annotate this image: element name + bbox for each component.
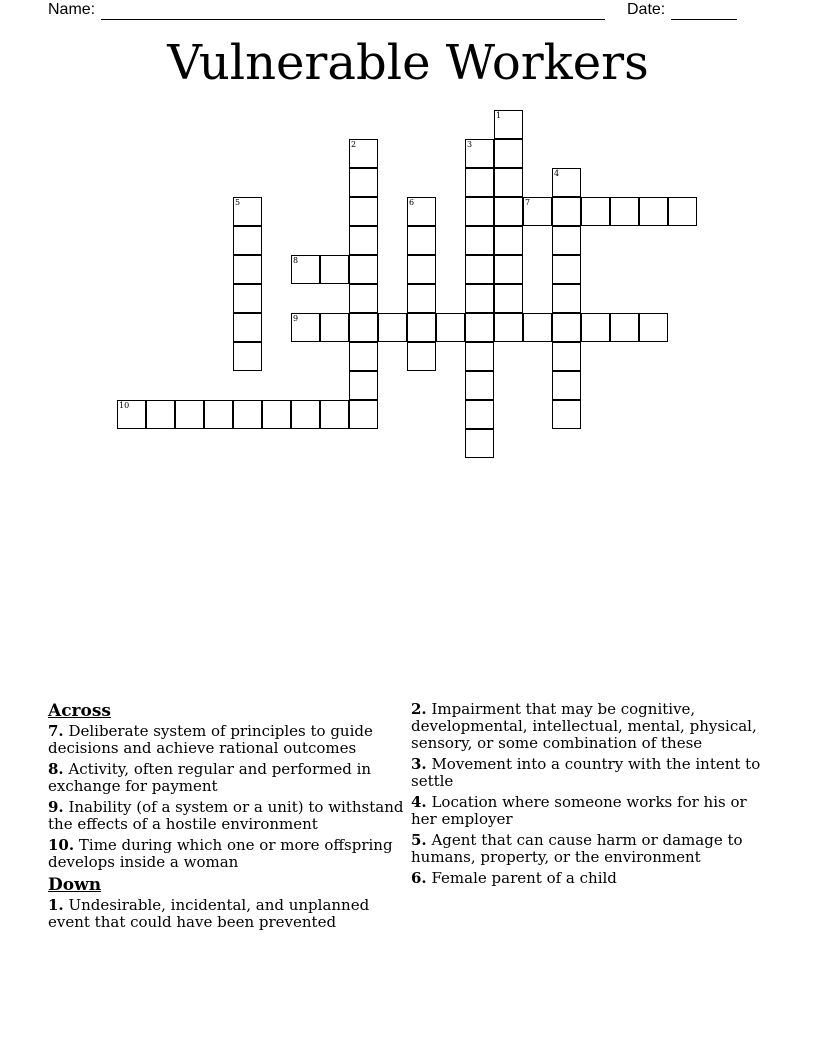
crossword-cell[interactable] xyxy=(552,226,581,255)
crossword-cell[interactable] xyxy=(465,371,494,400)
crossword-cell[interactable] xyxy=(117,400,146,429)
crossword-cell[interactable] xyxy=(552,168,581,197)
crossword-grid xyxy=(0,0,816,470)
crossword-cell[interactable] xyxy=(407,313,436,342)
crossword-cell[interactable] xyxy=(552,255,581,284)
crossword-cell[interactable] xyxy=(407,255,436,284)
clue-text: Activity, often regular and performed in exchange for payment xyxy=(48,760,372,795)
cell-number: 2 xyxy=(351,140,357,149)
crossword-cell[interactable] xyxy=(233,197,262,226)
name-label: Name: xyxy=(48,1,96,18)
cell-number: 3 xyxy=(467,140,473,149)
crossword-cell[interactable] xyxy=(233,400,262,429)
crossword-cell[interactable] xyxy=(552,197,581,226)
cell-number: 9 xyxy=(293,314,299,323)
clue-text: Impairment that may be cognitive, developmental, intellectual, mental, physical, sensory, or some combination of these xyxy=(411,700,757,752)
crossword-cell[interactable] xyxy=(494,139,523,168)
clue-text: Agent that can cause harm or damage to humans, property, or the environment xyxy=(411,831,743,866)
crossword-cell[interactable] xyxy=(465,313,494,342)
crossword-cell[interactable] xyxy=(610,313,639,342)
crossword-cell[interactable] xyxy=(320,400,349,429)
crossword-cell[interactable] xyxy=(320,255,349,284)
crossword-cell[interactable] xyxy=(349,255,378,284)
crossword-cell[interactable] xyxy=(349,226,378,255)
crossword-cell[interactable] xyxy=(349,313,378,342)
crossword-cell[interactable] xyxy=(233,284,262,313)
crossword-cell[interactable] xyxy=(494,284,523,313)
cell-number: 7 xyxy=(525,198,531,207)
down-heading: Down xyxy=(48,875,102,895)
clue-number: 2. xyxy=(411,700,427,718)
crossword-cell[interactable] xyxy=(465,284,494,313)
crossword-cell[interactable] xyxy=(378,313,407,342)
clue-across-9 xyxy=(48,799,404,833)
crossword-cell[interactable] xyxy=(407,226,436,255)
clue-down-6 xyxy=(411,870,771,887)
crossword-cell[interactable] xyxy=(320,313,349,342)
clue-number: 3. xyxy=(411,755,427,773)
crossword-cell[interactable] xyxy=(349,371,378,400)
crossword-cell[interactable] xyxy=(465,342,494,371)
cell-number: 6 xyxy=(409,198,415,207)
crossword-cell[interactable] xyxy=(610,197,639,226)
cell-number: 1 xyxy=(496,111,502,120)
crossword-cell[interactable] xyxy=(349,342,378,371)
cell-number: 4 xyxy=(554,169,560,178)
clue-number: 8. xyxy=(48,760,64,778)
crossword-cell[interactable] xyxy=(523,313,552,342)
crossword-cell[interactable] xyxy=(262,400,291,429)
crossword-cell[interactable] xyxy=(436,313,465,342)
clue-down-2 xyxy=(411,701,771,752)
crossword-cell[interactable] xyxy=(233,226,262,255)
crossword-cell[interactable] xyxy=(581,197,610,226)
crossword-cell[interactable] xyxy=(407,284,436,313)
cell-number: 5 xyxy=(235,198,241,207)
clue-number: 6. xyxy=(411,869,427,887)
crossword-cell[interactable] xyxy=(233,313,262,342)
crossword-cell[interactable] xyxy=(494,255,523,284)
clue-text: Time during which one or more offspring develops inside a woman xyxy=(48,836,393,871)
clue-text: Location where someone works for his or her employer xyxy=(411,793,747,828)
crossword-cell[interactable] xyxy=(175,400,204,429)
crossword-cell[interactable] xyxy=(349,284,378,313)
crossword-cell[interactable] xyxy=(465,197,494,226)
crossword-cell[interactable] xyxy=(349,139,378,168)
clue-across-8 xyxy=(48,761,404,795)
clue-text: Undesirable, incidental, and unplanned event that could have been prevented xyxy=(48,896,370,931)
crossword-cell[interactable] xyxy=(233,342,262,371)
crossword-cell[interactable] xyxy=(407,342,436,371)
crossword-cell[interactable] xyxy=(494,110,523,139)
clue-down-1 xyxy=(48,897,404,931)
crossword-cell[interactable] xyxy=(349,197,378,226)
crossword-cell[interactable] xyxy=(552,342,581,371)
crossword-cell[interactable] xyxy=(552,371,581,400)
crossword-cell[interactable] xyxy=(465,400,494,429)
crossword-cell[interactable] xyxy=(407,197,436,226)
clue-across-10 xyxy=(48,837,404,871)
crossword-cell[interactable] xyxy=(668,197,697,226)
clue-text: Movement into a country with the intent to settle xyxy=(411,755,761,790)
clue-down-5 xyxy=(411,832,771,866)
crossword-cell[interactable] xyxy=(291,255,320,284)
clue-across-7 xyxy=(48,723,404,757)
crossword-cell[interactable] xyxy=(291,400,320,429)
crossword-cell[interactable] xyxy=(204,400,233,429)
cell-number: 8 xyxy=(293,256,299,265)
clue-number: 5. xyxy=(411,831,427,849)
clue-number: 1. xyxy=(48,896,64,914)
crossword-cell[interactable] xyxy=(552,400,581,429)
crossword-cell[interactable] xyxy=(639,313,668,342)
clues-right-column xyxy=(411,701,771,891)
cell-number: 10 xyxy=(119,401,130,410)
page-title: Vulnerable Workers xyxy=(167,35,649,91)
crossword-cell[interactable] xyxy=(465,139,494,168)
crossword-cell[interactable] xyxy=(494,313,523,342)
crossword-cell[interactable] xyxy=(494,168,523,197)
clues-left-column xyxy=(48,701,404,935)
crossword-cell[interactable] xyxy=(523,197,552,226)
crossword-cell[interactable] xyxy=(465,168,494,197)
clue-number: 7. xyxy=(48,722,64,740)
clue-number: 9. xyxy=(48,798,64,816)
crossword-cell[interactable] xyxy=(552,284,581,313)
crossword-cell[interactable] xyxy=(639,197,668,226)
clue-text: Inability (of a system or a unit) to withstand the effects of a hostile environment xyxy=(48,798,404,833)
crossword-cell[interactable] xyxy=(494,226,523,255)
crossword-cell[interactable] xyxy=(291,313,320,342)
clue-down-4 xyxy=(411,794,771,828)
clue-down-3 xyxy=(411,756,771,790)
crossword-cell[interactable] xyxy=(465,429,494,458)
crossword-cell[interactable] xyxy=(552,313,581,342)
crossword-cell[interactable] xyxy=(349,400,378,429)
clue-number: 4. xyxy=(411,793,427,811)
clue-text: Female parent of a child xyxy=(431,869,617,887)
crossword-cell[interactable] xyxy=(494,197,523,226)
clue-number: 10. xyxy=(48,836,75,854)
crossword-cell[interactable] xyxy=(349,168,378,197)
crossword-cell[interactable] xyxy=(465,226,494,255)
across-heading: Across xyxy=(48,701,111,721)
crossword-cell[interactable] xyxy=(233,255,262,284)
crossword-cell[interactable] xyxy=(581,313,610,342)
date-label: Date: xyxy=(627,1,666,18)
crossword-cell[interactable] xyxy=(465,255,494,284)
crossword-cell[interactable] xyxy=(146,400,175,429)
clue-text: Deliberate system of principles to guide decisions and achieve rational outcomes xyxy=(48,722,373,757)
